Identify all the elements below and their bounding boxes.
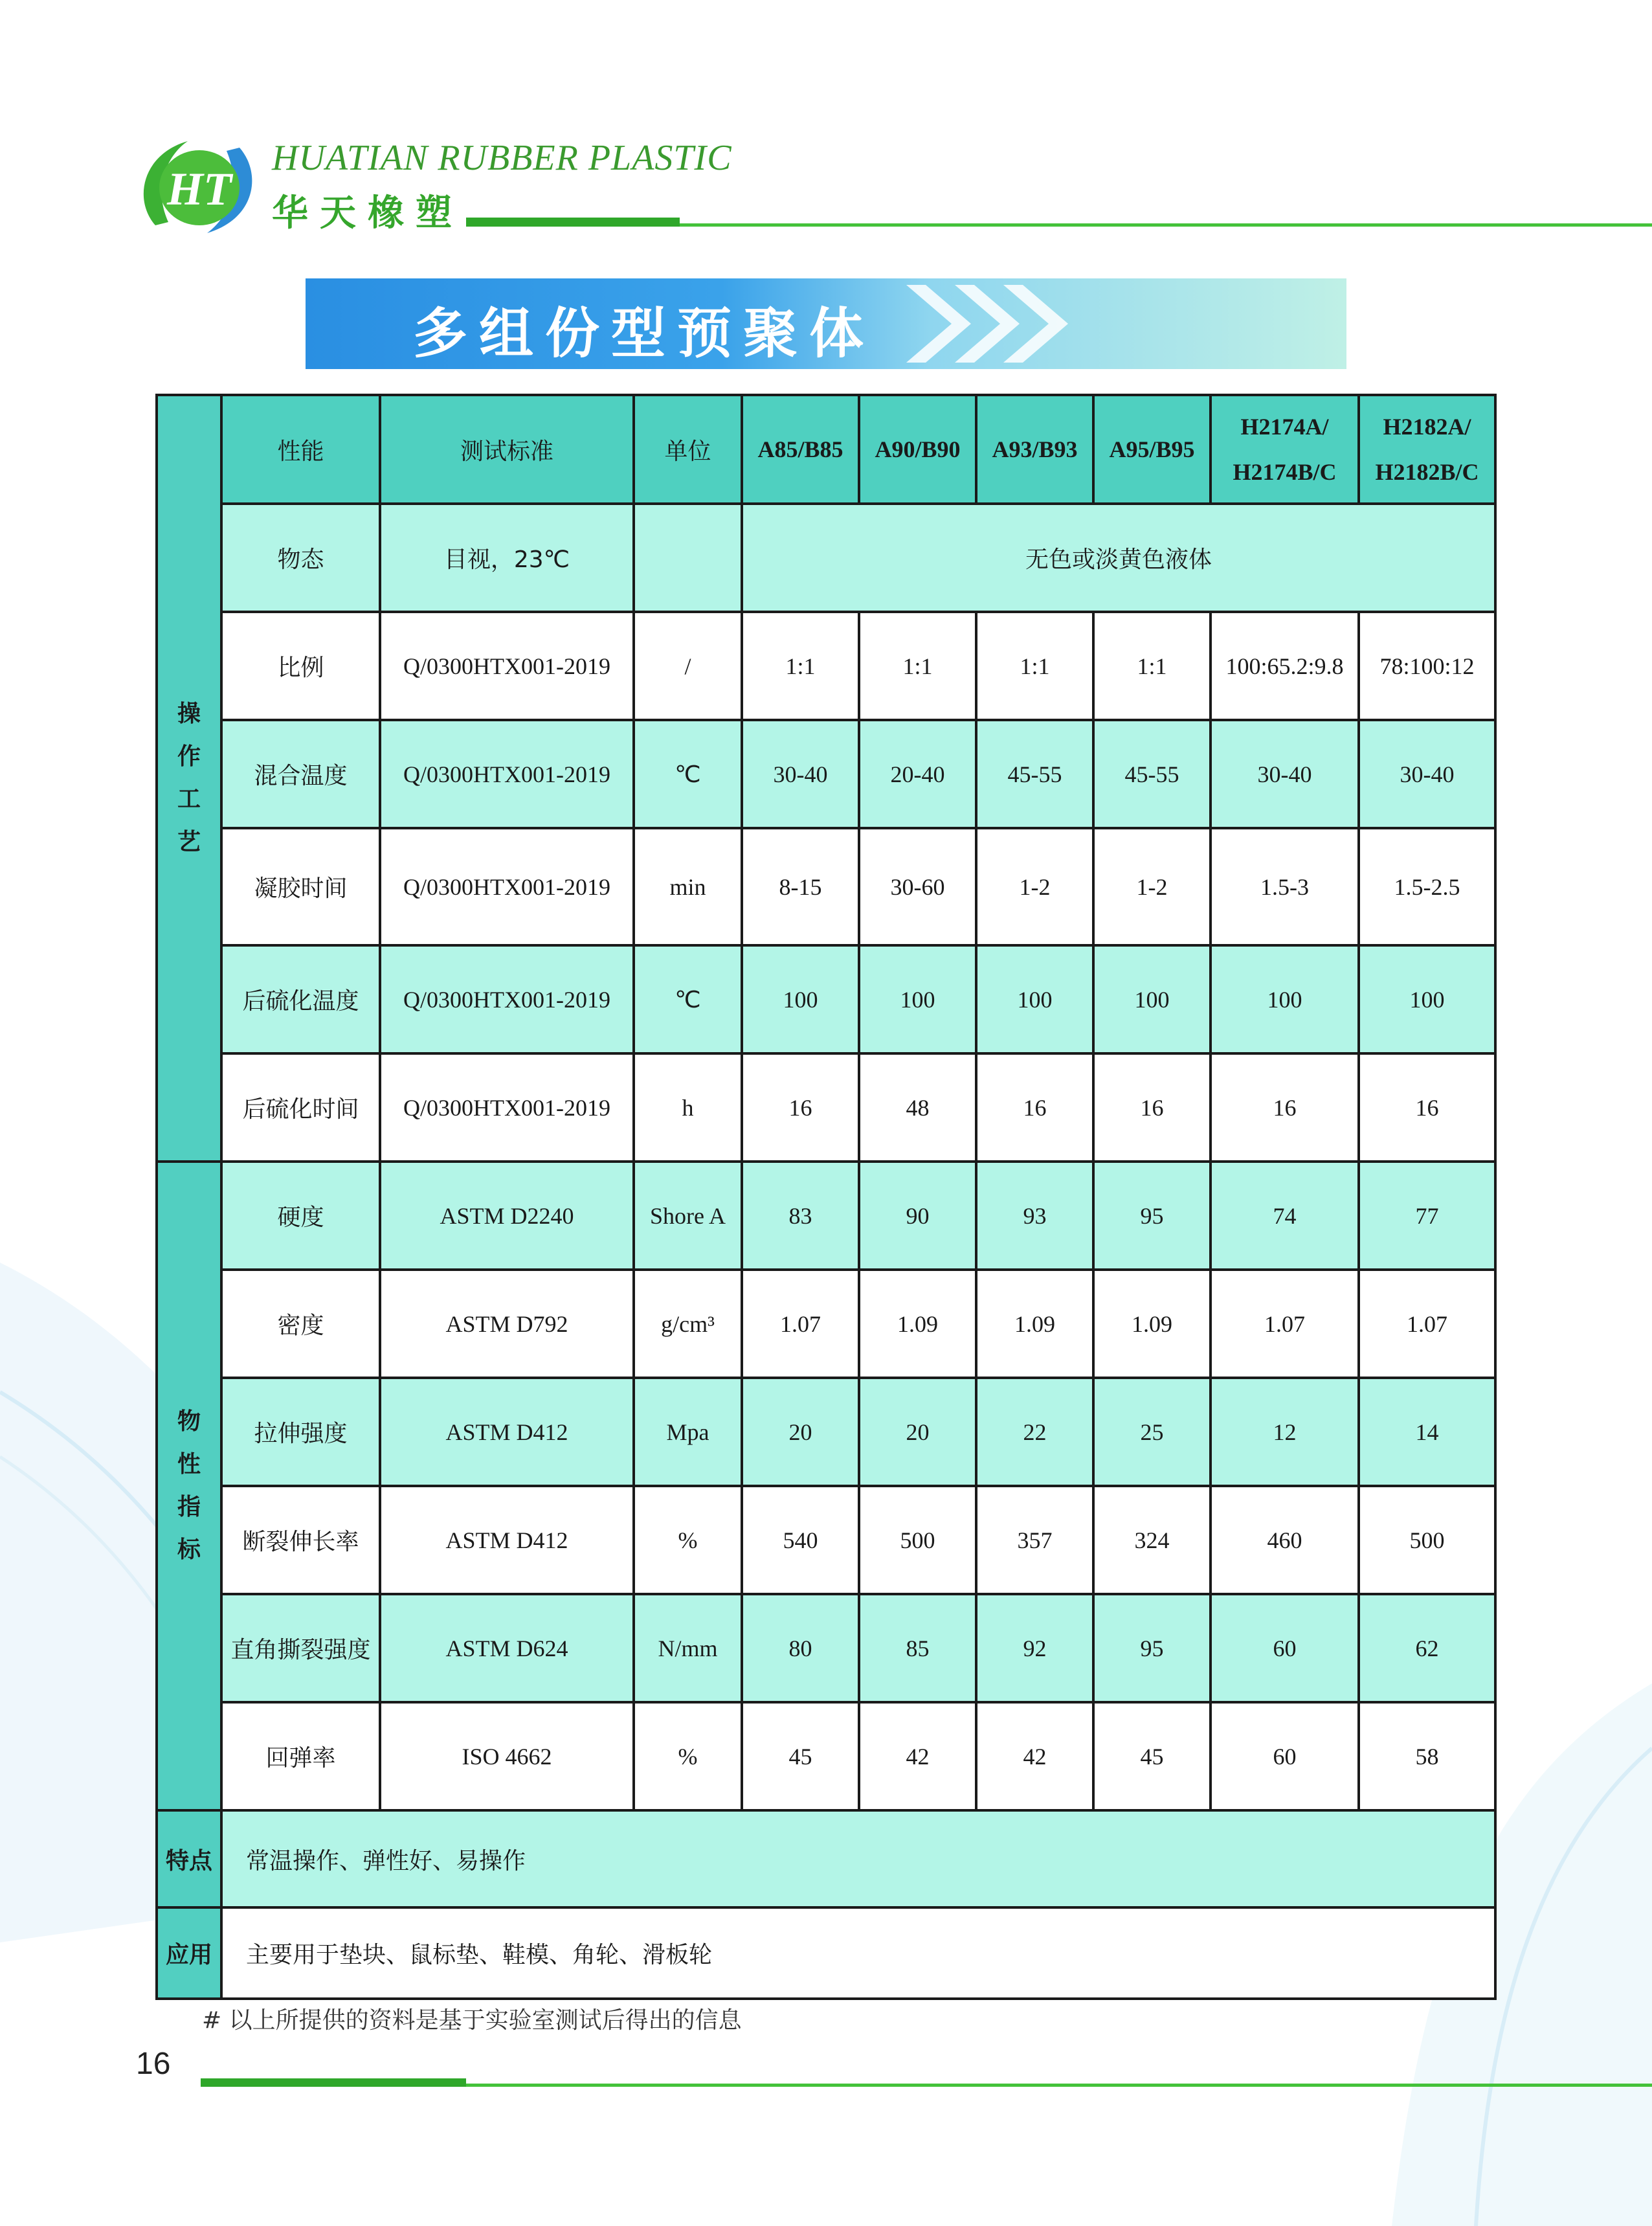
application-label: 应用 [157,1907,221,1999]
cell-value: 92 [976,1594,1093,1702]
cell-value: 100 [1359,945,1495,1053]
cell-value: 324 [1093,1486,1211,1594]
cell-value: 90 [859,1162,976,1270]
cell-unit: h [634,1053,742,1162]
cell-value: 42 [976,1702,1093,1810]
cell-property: 断裂伸长率 [221,1486,380,1594]
cell-value: 20 [859,1378,976,1486]
cell-value: 30-40 [1359,720,1495,828]
cell-value: 74 [1211,1162,1359,1270]
table-row [157,828,1495,945]
cell-value: 83 [742,1162,859,1270]
cell-value: 357 [976,1486,1093,1594]
cell-unit [634,504,742,612]
cell-unit: % [634,1486,742,1594]
header-rule-accent [466,218,680,227]
col-header-a95: A95/B95 [1093,395,1211,504]
cell-property: 后硫化温度 [221,945,380,1053]
cell-value: 20 [742,1378,859,1486]
cell-value: 500 [859,1486,976,1594]
cell-value: 1.07 [742,1270,859,1378]
cell-value: 1.09 [859,1270,976,1378]
features-text: 常温操作、弹性好、易操作 [221,1810,1495,1907]
table-header-row [157,395,1495,504]
cell-unit: Mpa [634,1378,742,1486]
features-label: 特点 [157,1810,221,1907]
cell-property: 直角撕裂强度 [221,1594,380,1702]
cell-value: 1.07 [1359,1270,1495,1378]
cell-value: 1:1 [976,612,1093,720]
application-text: 主要用于垫块、鼠标垫、鞋模、角轮、滑板轮 [221,1907,1495,1999]
cell-value: 45 [1093,1702,1211,1810]
col-header-unit: 单位 [634,395,742,504]
table-row [157,1378,1495,1486]
cell-standard: ASTM D624 [380,1594,634,1702]
cell-value: 16 [742,1053,859,1162]
cell-value: 1.5-2.5 [1359,828,1495,945]
cell-property: 凝胶时间 [221,828,380,945]
col-header-a93: A93/B93 [976,395,1093,504]
cell-value: 85 [859,1594,976,1702]
cell-unit: / [634,612,742,720]
cell-value: 60 [1211,1702,1359,1810]
cell-value: 80 [742,1594,859,1702]
cell-property: 拉伸强度 [221,1378,380,1486]
cell-value: 16 [1093,1053,1211,1162]
cell-value: 45-55 [976,720,1093,828]
huatian-logo [129,128,265,245]
cell-unit: % [634,1702,742,1810]
cell-standard: ASTM D412 [380,1378,634,1486]
cell-value: 95 [1093,1594,1211,1702]
col-header-property: 性能 [221,395,380,504]
cell-standard: Q/0300HTX001-2019 [380,828,634,945]
cell-value: 100 [742,945,859,1053]
col-header-standard: 测试标准 [380,395,634,504]
table-row [157,720,1495,828]
cell-standard: Q/0300HTX001-2019 [380,612,634,720]
spec-table [155,394,1497,2000]
cell-value: 1:1 [1093,612,1211,720]
cell-standard: ASTM D412 [380,1486,634,1594]
brand-chinese: 华天橡塑 [272,192,463,234]
cell-standard: Q/0300HTX001-2019 [380,720,634,828]
table-row [157,1053,1495,1162]
cell-value: 93 [976,1162,1093,1270]
cell-value: 1.5-3 [1211,828,1359,945]
table-row [157,504,1495,612]
page-number: 16 [136,2047,171,2081]
footnote: # 以上所提供的资料是基于实验室测试后得出的信息 [202,2007,742,2034]
cell-property: 回弹率 [221,1702,380,1810]
cell-value: 20-40 [859,720,976,828]
cell-value: 77 [1359,1162,1495,1270]
cell-standard: ASTM D2240 [380,1162,634,1270]
table-row [157,1270,1495,1378]
cell-value: 30-60 [859,828,976,945]
cell-value: 1-2 [976,828,1093,945]
cell-value: 16 [976,1053,1093,1162]
cell-unit: min [634,828,742,945]
cell-property: 硬度 [221,1162,380,1270]
cell-value: 100 [1211,945,1359,1053]
cell-value: 25 [1093,1378,1211,1486]
cell-value: 45 [742,1702,859,1810]
table-row [157,945,1495,1053]
cell-value: 60 [1211,1594,1359,1702]
cell-value: 1.09 [976,1270,1093,1378]
cell-value: 12 [1211,1378,1359,1486]
cell-unit: Shore A [634,1162,742,1270]
cell-standard: 目视，23℃ [380,504,634,612]
cell-value: 500 [1359,1486,1495,1594]
cell-property: 物态 [221,504,380,612]
cell-value: 540 [742,1486,859,1594]
cell-property: 混合温度 [221,720,380,828]
cell-property: 后硫化时间 [221,1053,380,1162]
cell-unit: ℃ [634,720,742,828]
brand-english: HUATIAN RUBBER PLASTIC [272,138,732,178]
cell-value: 100:65.2:9.8 [1211,612,1359,720]
chevron-arrows-icon [893,278,1088,369]
cell-value: 16 [1211,1053,1359,1162]
cell-value: 1:1 [742,612,859,720]
cell-unit: g/cm³ [634,1270,742,1378]
cell-value: 48 [859,1053,976,1162]
cell-value: 58 [1359,1702,1495,1810]
cell-value: 95 [1093,1162,1211,1270]
col-header-h2174: H2174A/ H2174B/C [1211,395,1359,504]
cell-value: 100 [976,945,1093,1053]
cell-standard: ASTM D792 [380,1270,634,1378]
cell-standard: ISO 4662 [380,1702,634,1810]
footer-rule-accent [201,2078,466,2087]
table-row [157,1486,1495,1594]
cell-value: 42 [859,1702,976,1810]
cell-value: 30-40 [1211,720,1359,828]
cell-value: 22 [976,1378,1093,1486]
table-row [157,1594,1495,1702]
cell-value: 30-40 [742,720,859,828]
cell-value: 45-55 [1093,720,1211,828]
cell-value: 1-2 [1093,828,1211,945]
table-row [157,1702,1495,1810]
cell-value: 100 [859,945,976,1053]
col-header-a85: A85/B85 [742,395,859,504]
col-header-a90: A90/B90 [859,395,976,504]
cell-value: 62 [1359,1594,1495,1702]
cell-value: 8-15 [742,828,859,945]
table-row [157,1162,1495,1270]
cell-value: 1.09 [1093,1270,1211,1378]
cell-value: 100 [1093,945,1211,1053]
cell-value: 78:100:12 [1359,612,1495,720]
cell-standard: Q/0300HTX001-2019 [380,1053,634,1162]
cell-value: 460 [1211,1486,1359,1594]
col-header-h2182: H2182A/ H2182B/C [1359,395,1495,504]
cell-standard: Q/0300HTX001-2019 [380,945,634,1053]
features-row [157,1810,1495,1907]
cell-unit: ℃ [634,945,742,1053]
group-label-process: 操 作 工 艺 [157,395,221,1162]
cell-value: 1.07 [1211,1270,1359,1378]
cell-property: 密度 [221,1270,380,1378]
cell-unit: N/mm [634,1594,742,1702]
cell-state-value: 无色或淡黄色液体 [742,504,1495,612]
cell-value: 14 [1359,1378,1495,1486]
cell-property: 比例 [221,612,380,720]
logo-letters: HT [167,163,232,215]
application-row [157,1907,1495,1999]
page-title: 多组份型预聚体 [413,301,876,365]
group-label-physical: 物 性 指 标 [157,1162,221,1810]
cell-value: 1:1 [859,612,976,720]
table-row [157,612,1495,720]
cell-value: 16 [1359,1053,1495,1162]
